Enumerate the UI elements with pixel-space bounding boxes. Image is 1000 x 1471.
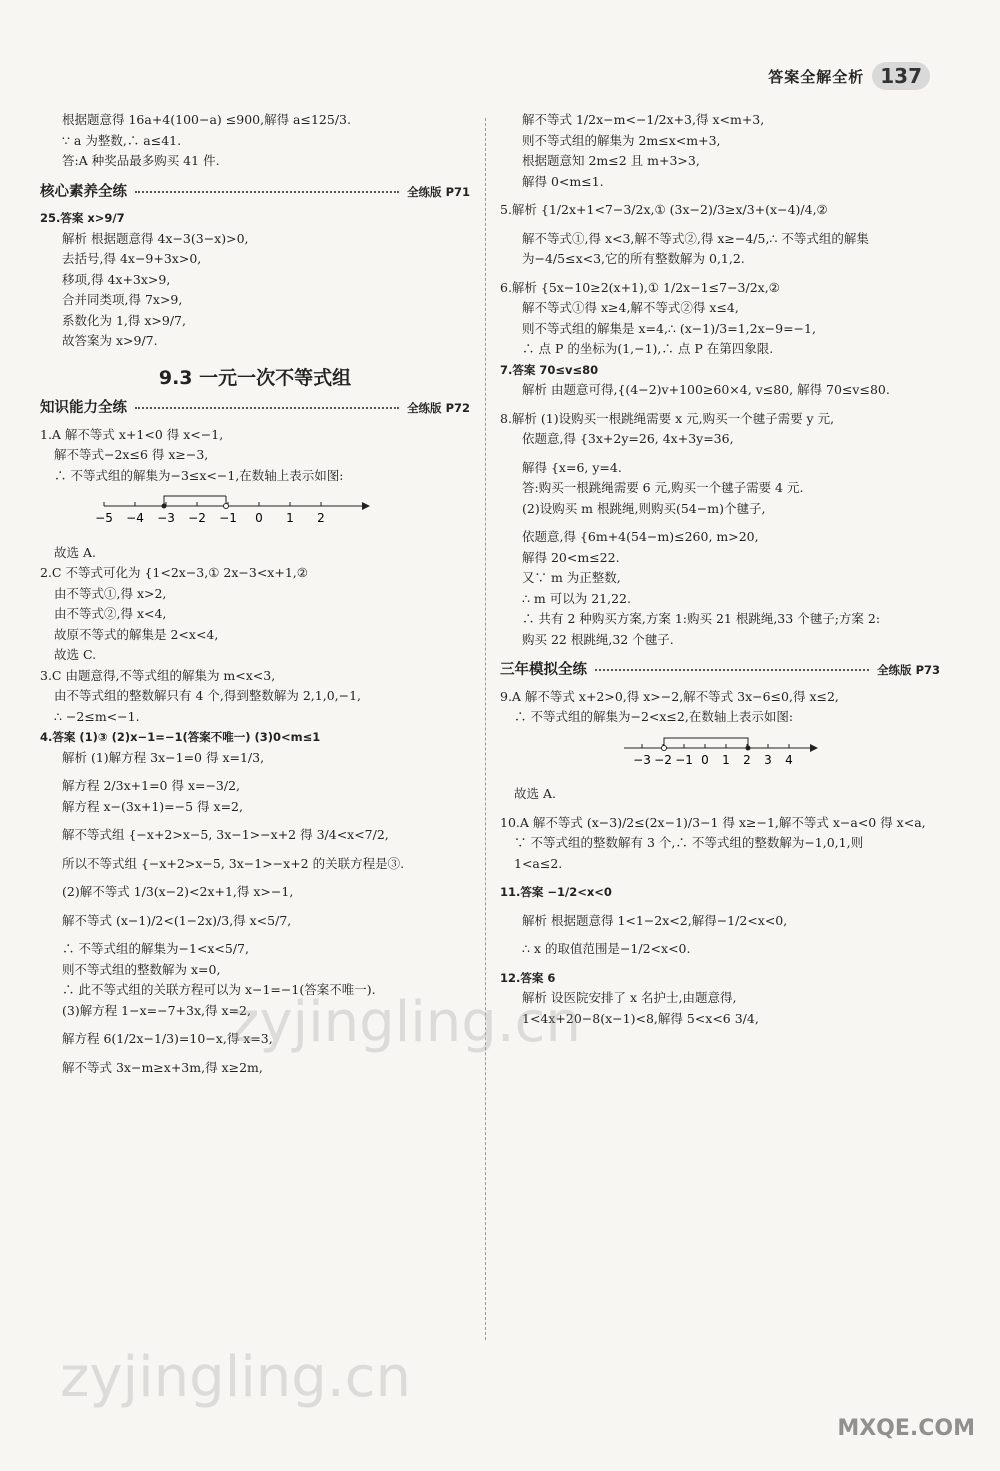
tick-label: −3 [157, 511, 175, 525]
tick-label: −1 [219, 511, 237, 525]
text-line: 则不等式组的解集为 2m≤x<m+3, [522, 132, 721, 148]
tick-label: 2 [743, 752, 751, 767]
text-line: 10.A 解不等式 (x−3)/2≤(2x−1)/3−1 得 x≥−1,解不等式 x−a<0 得 x<a, [500, 814, 926, 830]
text-line: ∴ x 的取值范围是−1/2<x<0. [522, 941, 691, 956]
text-line: 所以不等式组 {−x+2>x−5, 3x−1>−x+2 的关联方程是③. [62, 855, 405, 871]
text-line: 解方程 2/3x+1=0 得 x=−3/2, [62, 778, 241, 793]
section-title: 三年模拟全练 [500, 662, 587, 678]
text-line: 由不等式②,得 x<4, [54, 606, 167, 621]
text-line: 2.C 不等式可化为 {1<2x−3,① 2x−3<x+1,② [40, 565, 308, 580]
section-heading [40, 398, 470, 419]
text-line: 由不等式①,得 x>2, [54, 585, 167, 601]
answer-line: 11.答案 −1/2<x<0 [500, 885, 612, 899]
text-line: 故选 C. [54, 647, 97, 662]
answer-line: 25.答案 x>9/7 [40, 211, 125, 225]
open-dot [224, 504, 229, 509]
text-line: ∴ 不等式组的解集为−2<x≤2,在数轴上表示如图: [514, 709, 794, 724]
text-line: ∴ 点 P 的坐标为(1,−1),∴ 点 P 在第四象限. [522, 341, 774, 356]
section-ref: 全练版 P72 [407, 401, 470, 415]
text-line: (3)解方程 1−x=−7+3x,得 x=2, [62, 1002, 251, 1018]
answer-line: 7.答案 70≤v≤80 [500, 362, 599, 377]
tick-label: 4 [785, 752, 793, 767]
text-line: 3.C 由题意得,不等式组的解集为 m<x<3, [40, 667, 276, 683]
watermark-text: zyjingling.cn [60, 1345, 411, 1410]
text-line: 解不等式 3x−m≥x+3m,得 x≥2m, [62, 1059, 263, 1075]
section-ref: 全练版 P71 [407, 184, 470, 199]
closed-dot [162, 504, 167, 509]
text-line: 解方程 x−(3x+1)=−5 得 x=2, [62, 798, 243, 814]
text-line: ∴ −2≤m<−1. [54, 708, 140, 724]
text-line: ∴ 不等式组的解集为−3≤x<−1,在数轴上表示如图: [54, 467, 344, 483]
text-line: ∴ 不等式组的解集为−1<x<5/7, [62, 941, 249, 956]
text-line: 解不等式−2x≤6 得 x≥−3, [54, 447, 209, 462]
text-line: 解得 {x=6, y=4. [522, 459, 622, 475]
number-line-2 [620, 734, 940, 781]
number-line-svg [620, 734, 820, 774]
text-line: 根据题意知 2m≤2 且 m+3>3, [522, 153, 700, 168]
text-line: 则不等式组的整数解为 x=0, [62, 961, 221, 977]
section-heading [40, 182, 470, 203]
watermark-text: zyjingling.cn [230, 990, 581, 1055]
text-line: 1<4x+20−8(x−1)<8,解得 5<x<6 3/4, [522, 1010, 759, 1026]
open-dot [662, 745, 667, 750]
text-line: 1.A 解不等式 x+1<0 得 x<−1, [40, 426, 224, 442]
text-line: (2)设购买 m 根跳绳,则购买(54−m)个毽子, [522, 500, 766, 516]
text-line: 解得 20<m≤22. [522, 549, 620, 565]
tick-label: −4 [126, 511, 144, 525]
text-line: ∴ 共有 2 种购买方案,方案 1:购买 21 根跳绳,33 个毽子;方案 2: [522, 611, 881, 626]
text-line: 解不等式组 {−x+2>x−5, 3x−1>−x+2 得 3/4<x<7/2, [62, 827, 389, 842]
text-line: 8.解析 (1)设购买一根跳绳需要 x 元,购买一个毽子需要 y 元, [500, 410, 835, 426]
text-line: 系数化为 1,得 x>9/7, [62, 312, 186, 328]
text-line: 依题意,得 {3x+2y=26, 4x+3y=36, [522, 431, 734, 446]
text-line: 依题意,得 {6m+4(54−m)≤260, m>20, [522, 529, 759, 544]
section-title: 核心素养全练 [40, 183, 127, 200]
text-line: 合并同类项,得 7x>9, [62, 292, 183, 307]
text-line: 故原不等式的解集是 2<x<4, [54, 626, 219, 642]
section-ref: 全练版 P73 [877, 663, 940, 677]
text-line: 去括号,得 4x−9+3x>0, [62, 251, 202, 266]
dotted-leader [135, 407, 399, 409]
text-line: 解不等式①得 x≥4,解不等式②得 x≤4, [522, 300, 739, 315]
corner-watermark: MXQE.COM [837, 1416, 975, 1441]
page-header [768, 62, 930, 90]
left-column [40, 110, 470, 1078]
tick-label: −2 [188, 511, 206, 525]
header-title: 答案全解全析 [768, 67, 865, 86]
chapter-title: 9.3 一元一次不等式组 [158, 366, 352, 389]
text-line: ∴ 此不等式组的关联方程可以为 x−1=−1(答案不唯一). [62, 982, 376, 997]
tick-label: 1 [286, 511, 294, 525]
text-line: ∵ a 为整数,∴ a≤41. [62, 132, 182, 148]
tick-label: 0 [255, 511, 263, 525]
tick-label: −3 [633, 752, 651, 767]
text-line: 5.解析 {1/2x+1<7−3/2x,① (3x−2)/3≥x/3+(x−4)/4,② [500, 202, 828, 217]
text-line: 6.解析 {5x−10≥2(x+1),① 1/2x−1≤7−3/2x,② [500, 279, 780, 295]
right-column [500, 110, 940, 1029]
text-line: (2)解不等式 1/3(x−2)<2x+1,得 x>−1, [62, 884, 294, 899]
dotted-leader [135, 191, 399, 193]
tick-label: 0 [701, 752, 709, 767]
text-line: 解不等式 (x−1)/2<(1−2x)/3,得 x<5/7, [62, 912, 292, 928]
text-line: ∴ m 可以为 21,22. [522, 590, 631, 606]
text-line: 答:购买一根跳绳需要 6 元,购买一个毽子需要 4 元. [522, 480, 804, 495]
text-line: 答:A 种奖品最多购买 41 件. [62, 153, 220, 168]
text-line: 解析 (1)解方程 3x−1=0 得 x=1/3, [62, 749, 265, 765]
text-line: 为−4/5≤x<3,它的所有整数解为 0,1,2. [522, 251, 745, 266]
answer-line: 4.答案 (1)③ (2)x−1=−1(答案不唯一) (3)0<m≤1 [40, 730, 321, 744]
section-heading [500, 660, 940, 681]
text-line: 解析 由题意可得,{(4−2)v+100≥60×4, v≤80, 解得 70≤v≤80. [522, 382, 890, 397]
text-line: 解析 设医院安排了 x 名护士,由题意得, [522, 990, 737, 1005]
number-line-1 [95, 492, 470, 539]
tick-label: −2 [654, 752, 672, 767]
text-line: 解得 0<m≤1. [522, 173, 604, 189]
page-number: 137 [872, 62, 930, 90]
answer-line: 12.答案 6 [500, 970, 556, 985]
text-line: 解方程 6(1/2x−1/3)=10−x,得 x=3, [62, 1031, 273, 1046]
tick-label: −5 [95, 511, 113, 525]
tick-label: 1 [722, 752, 730, 767]
column-divider [485, 118, 486, 1340]
section-title: 知识能力全练 [40, 400, 127, 416]
text-line: 移项,得 4x+3x>9, [62, 271, 171, 287]
text-line: 解析 根据题意得 4x−3(3−x)>0, [62, 230, 249, 246]
tick-label: 3 [764, 752, 772, 767]
text-line: 则不等式组的解集是 x=4,∴ (x−1)/3=1,2x−9=−1, [522, 320, 816, 336]
closed-dot [746, 745, 751, 750]
text-line: 解不等式①,得 x<3,解不等式②,得 x≥−4/5,∴ 不等式组的解集 [522, 230, 869, 246]
text-line: 根据题意得 16a+4(100−a) ≤900,解得 a≤125/3. [62, 112, 351, 127]
text-line: 故选 A. [54, 544, 96, 560]
text-line: 购买 22 根跳绳,32 个毽子. [522, 631, 674, 647]
text-line: 又∵ m 为正整数, [522, 570, 621, 585]
text-line: 9.A 解不等式 x+2>0,得 x>−2,解不等式 3x−6≤0,得 x≤2, [500, 688, 839, 704]
text-line: 故答案为 x>9/7. [62, 333, 158, 348]
tick-label: 2 [317, 511, 325, 525]
text-line: 由不等式组的整数解只有 4 个,得到整数解为 2,1,0,−1, [54, 688, 362, 703]
text-line: ∵ 不等式组的整数解有 3 个,∴ 不等式组的整数解为−1,0,1,则 [514, 835, 864, 850]
text-line: 故选 A. [514, 786, 556, 801]
text-line: 1<a≤2. [514, 855, 563, 871]
tick-label: −1 [675, 752, 693, 767]
number-line-svg [95, 492, 370, 532]
text-line: 解不等式 1/2x−m<−1/2x+3,得 x<m+3, [522, 112, 765, 127]
dotted-leader [595, 669, 869, 671]
text-line: 解析 根据题意得 1<1−2x<2,解得−1/2<x<0, [522, 912, 788, 928]
